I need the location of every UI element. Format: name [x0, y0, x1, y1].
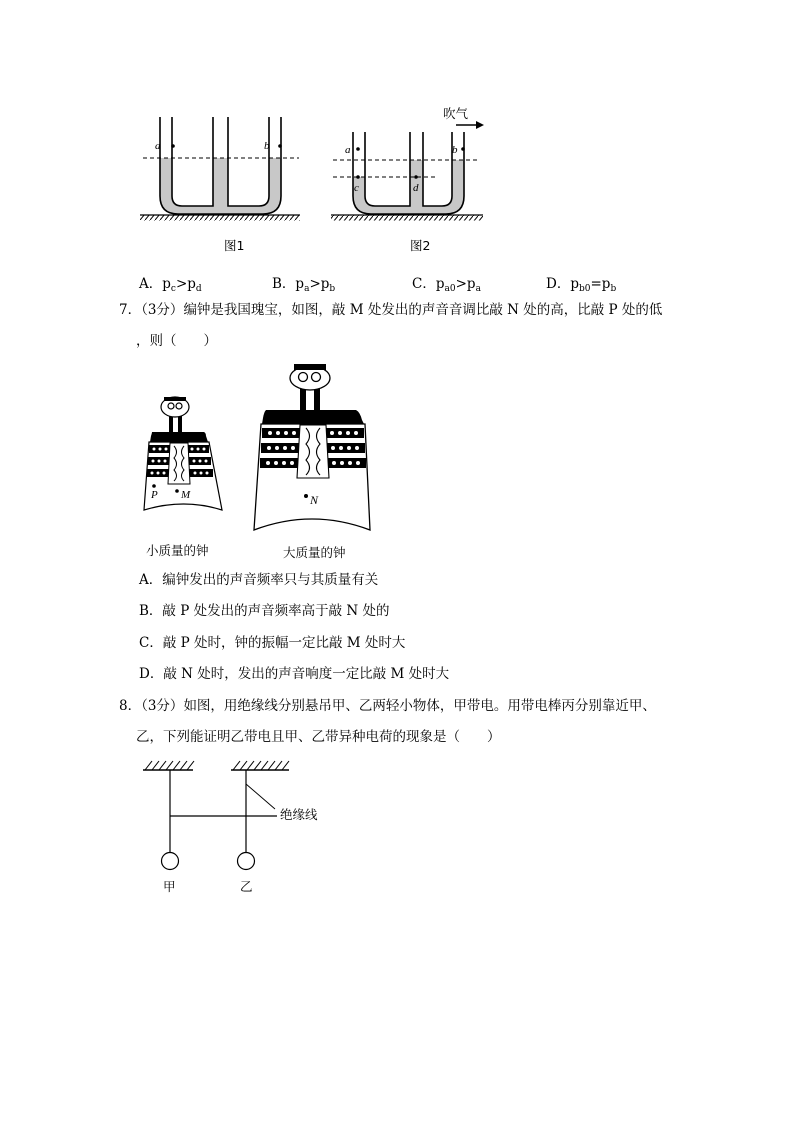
ball-yi-label: 乙: [240, 879, 253, 894]
fig1-caption: 图1: [224, 238, 245, 253]
q6-option-a[interactable]: A．$p_c>p_d$: [139, 276, 202, 294]
insulating-wire-label: 绝缘线: [280, 807, 318, 822]
small-bell-figure: [140, 390, 226, 532]
label-a: a: [345, 144, 351, 156]
label-b: b: [452, 144, 458, 156]
label-a: a: [155, 140, 161, 152]
q7-stem-line2: ，则（ ）: [136, 333, 217, 349]
label-n: N: [310, 493, 319, 507]
u-tube-figure-1: [135, 112, 305, 222]
label-b: b: [264, 140, 270, 152]
q7-option-d[interactable]: D．敲 N 处时，发出的声音响度一定比敲 M 处时大: [139, 666, 450, 682]
q6-option-b[interactable]: B．$p_a>p_b$: [272, 276, 336, 294]
fig2-caption: 图2: [410, 238, 431, 253]
large-bell-caption: 大质量的钟: [283, 545, 346, 560]
q7-stem-line1: 7．（3分）编钟是我国瑰宝，如图，敲 M 处发出的声音音调比敲 N 处的高，比敲 P 处的低: [119, 302, 663, 318]
q8-stem-line1: 8．（3分）如图，用绝缘线分别悬吊甲、乙两轻小物体，甲带电。用带电棒丙分别靠近甲、: [119, 698, 656, 714]
q7-option-a[interactable]: A．编钟发出的声音频率只与其质量有关: [139, 572, 379, 588]
q6-option-d[interactable]: D．$p_{b0}=p_b$: [546, 276, 617, 294]
q7-option-c[interactable]: C．敲 P 处时，钟的振幅一定比敲 M 处时大: [139, 635, 406, 651]
q6-option-c[interactable]: C．$p_{a0}>p_a$: [412, 276, 481, 294]
q8-stem-line2: 乙，下列能证明乙带电且甲、乙带异种电荷的现象是（ ）: [136, 729, 501, 745]
small-bell-caption: 小质量的钟: [146, 543, 209, 558]
label-m: M: [181, 489, 191, 501]
ball-jia-label: 甲: [163, 879, 176, 894]
blow-label: 吹气: [443, 106, 469, 121]
label-p: P: [151, 489, 158, 501]
q7-option-b[interactable]: B．敲 P 处发出的声音频率高于敲 N 处的: [139, 603, 390, 619]
label-d: d: [413, 182, 419, 194]
label-c: c: [354, 182, 359, 194]
large-bell-figure: [252, 360, 378, 534]
